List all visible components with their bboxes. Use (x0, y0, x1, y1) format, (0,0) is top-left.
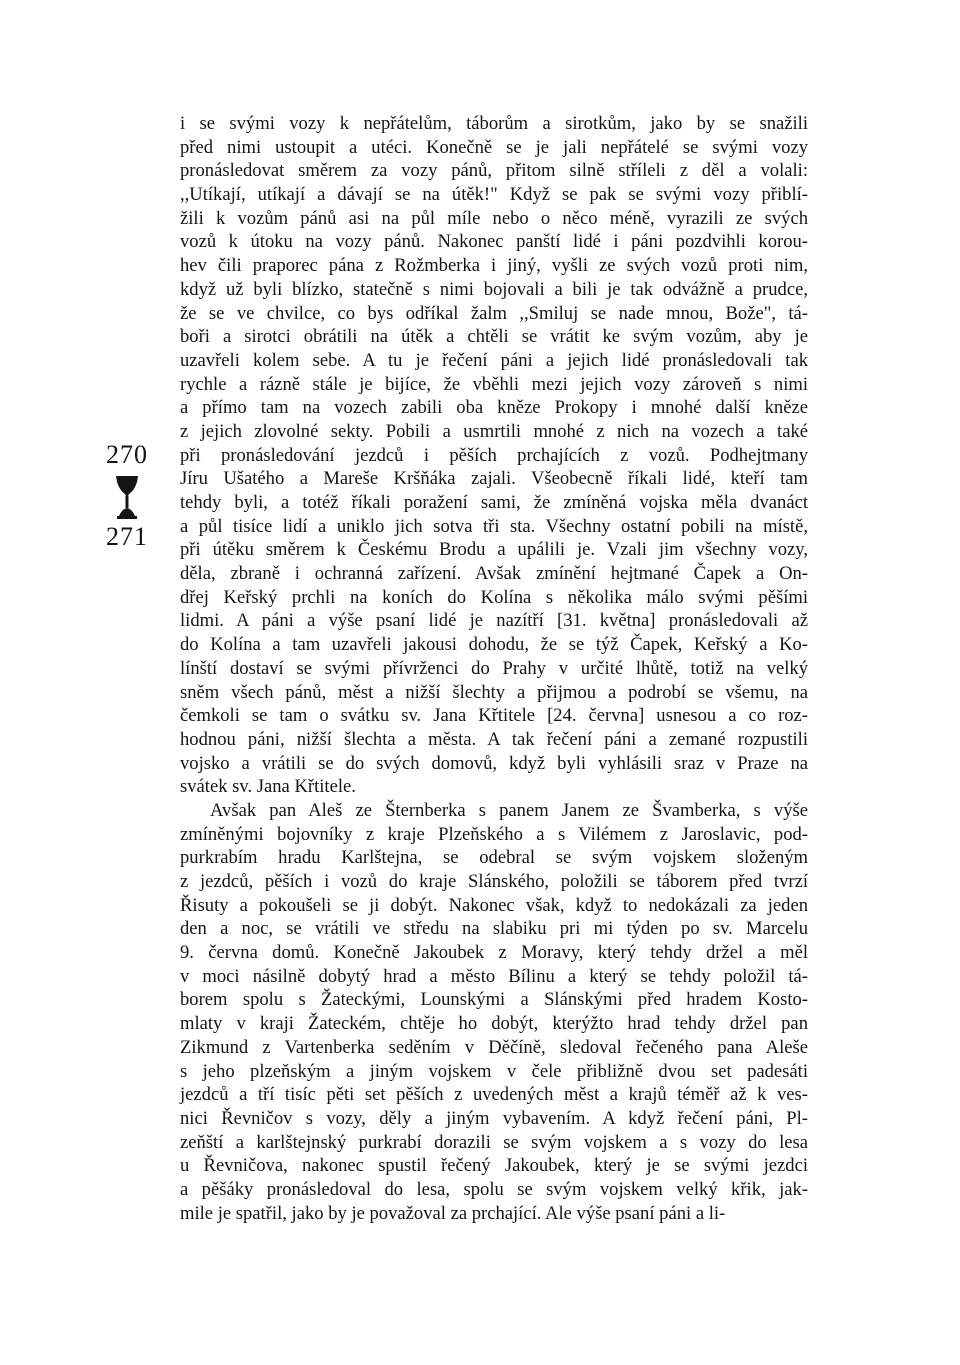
text-line: i se svými vozy k nepřátelům, táborům a sirotkům, jako by se snažili (180, 113, 808, 134)
text-line: hev čili praporec pána z Rožmberka i jiný, vyšli ze svých vozů proti nim, (180, 255, 808, 277)
text-line: a přímo tam na vozech zabili oba kněze Prokopy i mnohé další kněze (180, 397, 808, 419)
text-line: že se ve chvilce, co bys odříkal žalm ,,Smiluj se nade mnou, Bože", tá- (180, 302, 808, 324)
text-line: tehdy byli, a totéž říkali poražení sami, že zmíněná vojska měla dvanáct (180, 492, 808, 513)
text-line: mile je spatřil, jako by je považoval za prchající. Ale výše psaní páni a li- (180, 1202, 726, 1224)
text-line: v moci násilně dobytý hrad a město Bílinu a který se tehdy položil tá- (180, 965, 808, 987)
paragraph (180, 112, 808, 799)
margin-page-reference (92, 440, 162, 552)
text-line: den a noc, se vrátili ve středu na slabiku pri mi týden po sv. Marcelu (180, 918, 808, 940)
text-line: zmíněnými bojovníky z kraje Plzeňského a s Vilémem z Jaroslavic, pod- (180, 823, 808, 845)
text-line: Jíru Ušatého a Mareše Kršňáka zajali. Všeobecně říkali lidé, kteří tam (180, 468, 808, 490)
text-line: purkrabím hradu Karlštejna, se odebral se svým vojskem složeným (180, 847, 808, 869)
text-line: hodnou páni, nižší šlechta a města. A tak řečení páni a zemané rozpustili (180, 728, 808, 750)
text-line: při pronásledování jezdců i pěších prchajících z vozů. Podhejtmany (180, 444, 808, 466)
original-page-number-end: 271 (106, 522, 148, 551)
text-line: a pěšáky pronásledoval do lesa, spolu se svým vojskem velký křik, jak- (180, 1178, 808, 1200)
text-line: uzavřeli kolem sebe. A tu je řečení páni a jejich lidé pronásledovali tak (180, 349, 808, 371)
text-line: ,,Utíkají, utíkají a dávají se na útěk!" Když se pak se svými vozy přiblí- (180, 184, 808, 206)
chalice-icon (114, 474, 140, 520)
text-line: a půl tisíce lidí a uniklo jich sotva tři sta. Všechny ostatní pobili na místě, (180, 515, 808, 537)
text-line: před nimi ustoupit a utéci. Konečně se je jali nepřátelé se svými vozy (180, 136, 808, 158)
paragraph (180, 799, 808, 1225)
text-line: do Kolína a tam uzavřeli jakousi dohodu, že se týž Čapek, Keřský a Ko- (180, 634, 808, 656)
text-line: čemkoli se tam o svátku sv. Jana Křtitele [24. června] usnesou a co roz- (180, 705, 808, 727)
text-line: boři a sirotci obrátili na útěk a chtěli se vrátit ke svým vozům, aby je (180, 326, 808, 348)
text-line: nici Řevničov s vozy, děly a jiným vybavením. A když řečení páni, Pl- (180, 1107, 808, 1129)
original-page-number-start: 270 (106, 440, 148, 469)
text-line: dřej Keřský prchli na koních do Kolína s několika málo svými pěšími (180, 586, 808, 608)
text-line: sněm všech pánů, měst a nižší šlechty a přijmou a podrobí se všemu, na (180, 681, 808, 703)
text-line: zeňští a karlštejnský purkrabí dorazili se svým vojskem a s vozy do lesa (180, 1131, 808, 1153)
text-line: při útěku směrem k Českému Brodu a upálili je. Vzali jim všechny vozy, (180, 539, 808, 561)
text-line: Řisuty a pokoušeli se ji dobýt. Nakonec však, když to nedokázali za jeden (180, 894, 808, 916)
text-line: rychle a rázně stále je bijíce, že vběhli mezi jejich vozy zároveň s nimi (180, 373, 808, 395)
text-line: 9. června domů. Konečně Jakoubek z Moravy, který tehdy držel a měl (180, 942, 808, 964)
text-line: Avšak pan Aleš ze Šternberka s panem Janem ze Švamberka, s výše (210, 799, 808, 821)
text-line: z jezdců, pěších i vozů do kraje Slánského, položili se táborem před tvrzí (180, 871, 808, 892)
text-line: z jejich zlovolné sekty. Pobili a usmrtili mnohé z nich na vozech a také (180, 420, 808, 442)
text-line: žili k vozům pánů asi na půl míle nebo o něco méně, vyrazili ze svých (180, 207, 808, 229)
text-line: s jeho plzeňským a jiným vojskem v čele přibližně dvou set padesáti (180, 1060, 808, 1082)
text-line: línští dostaví se svými přívrženci do Prahy v určité lhůtě, totiž na velký (180, 657, 808, 679)
text-line: mlaty v kraji Žateckém, chtěje ho dobýt, kterýžto hrad tehdy držel pan (180, 1013, 808, 1035)
text-line: děla, zbraně i ochranná zařízení. Avšak zmínění hejtmané Čapek a On- (180, 563, 808, 585)
text-line: pronásledovat směrem za vozy pánů, přitom silně stříleli z děl a volali: (180, 160, 808, 182)
text-line: jezdců a tří tisíc pěti set pěších z uvedených měst a krajů téměř až k ves- (180, 1084, 808, 1106)
text-line: lidmi. A páni a výše psaní lidé je nazítří [31. května] pronásledovali až (180, 610, 808, 632)
text-line: u Řevničova, nakonec spustil řečený Jakoubek, který je se svými jezdci (180, 1155, 808, 1177)
text-line: Zikmund z Vartenberka seděním v Děčíně, sledoval řečeného pana Aleše (180, 1036, 808, 1058)
text-line: borem spolu s Žateckými, Lounskými a Slánskými před hradem Kosto- (180, 989, 808, 1011)
text-line: když už byli blízko, statečně s nimi bojovali a bili je tak odvážně a prudce, (180, 278, 808, 300)
text-line: vozů k útoku na vozy pánů. Nakonec panští lidé i páni pozdvihli korou- (180, 231, 808, 253)
main-text (180, 112, 808, 1225)
text-line: vojsko a vrátili se do svých domovů, když byli vyhlásili sraz v Praze na (180, 752, 808, 774)
text-line: svátek sv. Jana Křtitele. (180, 776, 356, 798)
